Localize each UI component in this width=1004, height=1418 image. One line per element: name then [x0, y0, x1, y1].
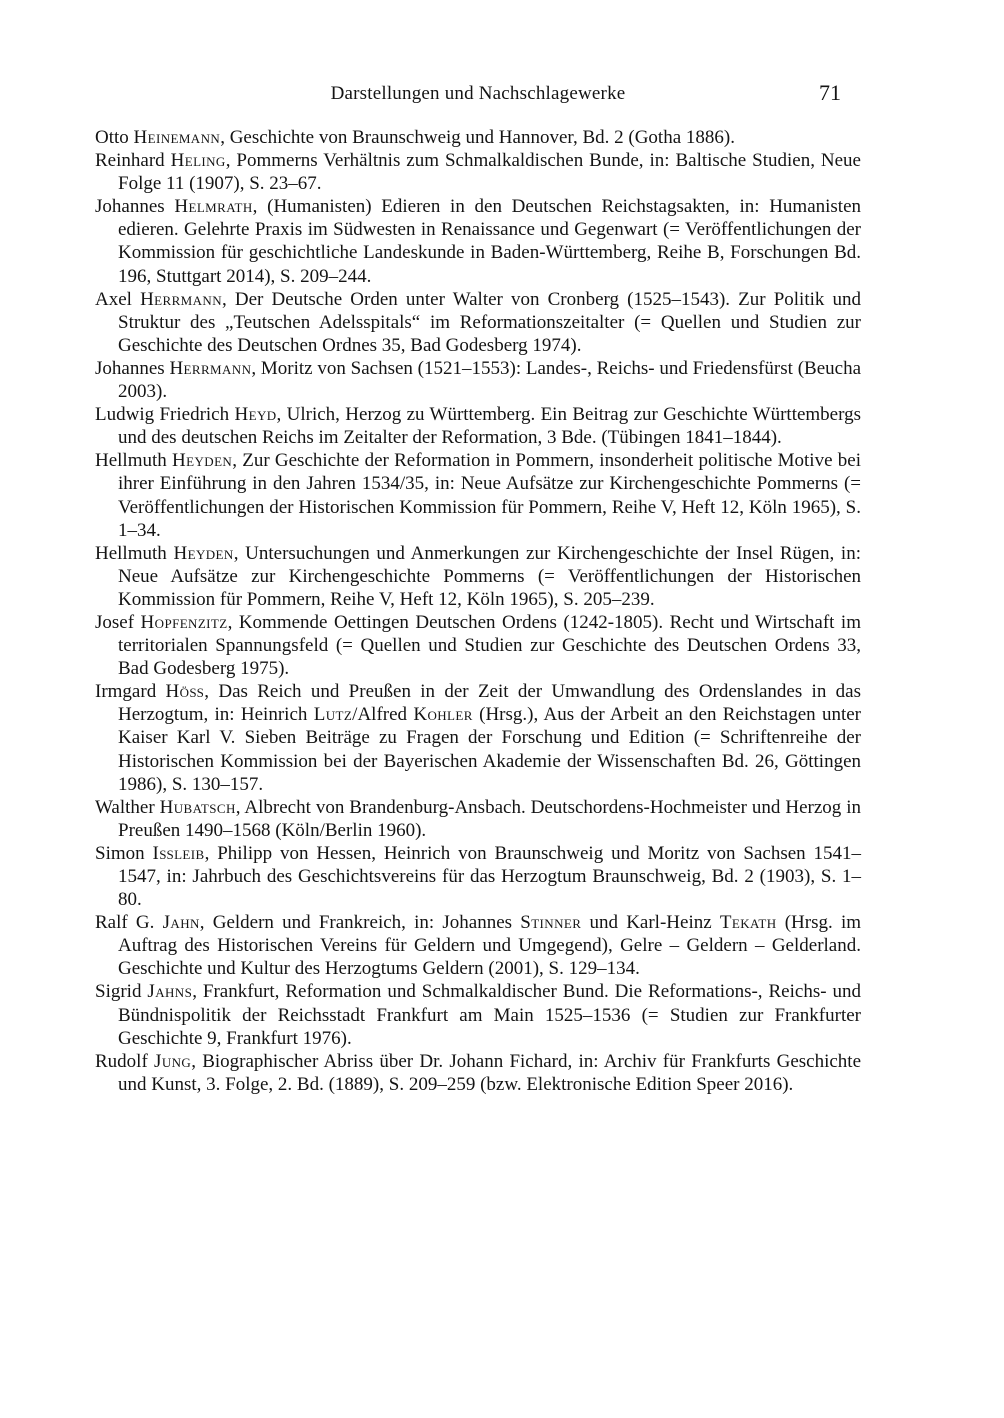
- author-name-smallcaps: Jung: [154, 1050, 192, 1072]
- entry-text: , Moritz von Sachsen (1521–1553): Landes-, Reichs- und Friedensfürst (Beucha 2003).: [118, 357, 862, 403]
- entry-text: Axel: [95, 288, 141, 310]
- author-name-smallcaps: Tekath: [719, 912, 777, 934]
- author-name-smallcaps: Hubatsch: [159, 796, 236, 818]
- author-name-smallcaps: Herrmann: [140, 288, 222, 310]
- author-name-smallcaps: Jahn: [162, 912, 200, 934]
- entry-text: , Das Reich und Preußen in der Zeit der Umwandlung des Ordenslandes in das Herzogtum, in: Heinrich: [118, 681, 861, 726]
- bibliography-entry: [95, 403, 861, 449]
- entry-text: Rudolf: [95, 1050, 155, 1072]
- entry-text: , (Humanisten) Edieren in den Deutschen Reichstagsakten, in: Humanisten edieren. Gelehrte Praxis im Südwesten in Renaissance und Gegenwart (= Veröffentlichungen der Kommission für geschichtliche Landeskunde in Baden-Württemberg, Reihe B, Forschungen Bd. 196, Stuttgart 2014), S. 209–244.: [118, 196, 862, 287]
- entry-text: (Hrsg. im Auftrag des Historischen Vereins für Geldern und Umgegend), Gelre – Geldern – Gelderland. Geschichte und Kultur des Herzogtums Geldern (2001), S. 129–134.: [118, 912, 861, 980]
- entry-text: Ludwig Friedrich: [95, 404, 235, 426]
- author-name-smallcaps: Heyden: [173, 542, 234, 564]
- entry-text: (Hrsg.), Aus der Arbeit an den Reichstagen unter Kaiser Karl V. Sieben Beiträge zu Fragen der Forschung und Edition (= Schriftenreihe der Historischen Kommission bei der Bayerischen Akademie der Wissenschaften Bd. 26, Göttingen 1986), S. 130–157.: [118, 704, 861, 795]
- bibliography-entry: [95, 980, 861, 1049]
- entry-text: /Alfred: [352, 704, 414, 726]
- entry-text: Sigrid: [95, 981, 148, 1003]
- entry-text: Hellmuth: [95, 450, 173, 472]
- bibliography-entry: [95, 357, 861, 403]
- bibliography-entry: [95, 796, 861, 842]
- entry-text: , Der Deutsche Orden unter Walter von Cronberg (1525–1543). Zur Politik und Struktur des „Teutschen Adelsspitals“ im Reformationszeitalter (= Quellen und Studien zur Geschichte des Deutschen Ordnes 35, Bad Godesberg 1974).: [118, 288, 862, 356]
- bibliography-entry: [95, 680, 861, 795]
- entry-text: Simon: [95, 842, 153, 864]
- entry-text: , Albrecht von Brandenburg-Ansbach. Deutschordens-Hochmeister und Herzog in Preußen 1490–1568 (Köln/Berlin 1960).: [118, 796, 861, 841]
- entry-text: , Kommende Oettingen Deutschen Ordens (1242-1805). Recht und Wirtschaft im territorialen Spannungsfeld (= Quellen und Studien zur Geschichte des Deutschen Ordens 33, Bad Godesberg 1975).: [118, 611, 861, 680]
- entry-text: und Karl-Heinz: [581, 912, 720, 934]
- entry-text: Irmgard: [95, 681, 166, 703]
- author-name-smallcaps: Heyden: [172, 450, 233, 472]
- bibliography-entry: [95, 1050, 861, 1096]
- running-header: [95, 80, 861, 109]
- entry-text: , Geschichte von Braunschweig und Hannover, Bd. 2 (Gotha 1886).: [220, 127, 735, 148]
- bibliography-entry: [95, 195, 861, 287]
- bibliography-entry: [95, 842, 861, 911]
- author-name-smallcaps: Höß: [165, 681, 205, 703]
- entry-text: , Pommerns Verhältnis zum Schmalkaldischen Bunde, in: Baltische Studien, Neue Folge 11 (1907), S. 23–67.: [118, 150, 861, 195]
- entry-text: Hellmuth: [95, 542, 174, 564]
- author-name-smallcaps: Heling: [170, 150, 226, 172]
- entry-text: , Philipp von Hessen, Heinrich von Braunschweig und Moritz von Sachsen 1541–1547, in: Jahrbuch des Geschichtsvereins für das Herzogtum Braunschweig, Bd. 2 (1903), S. 1–80.: [118, 842, 862, 911]
- bibliography-list: [95, 126, 861, 1096]
- entry-text: Ralf G.: [95, 912, 163, 934]
- entry-text: Otto: [95, 127, 134, 148]
- author-name-smallcaps: Helmrath: [174, 196, 253, 218]
- entry-text: Reinhard: [95, 150, 171, 172]
- bibliography-entry: [95, 126, 861, 149]
- bibliography-entry: [95, 611, 861, 680]
- author-name-smallcaps: Hopfenzitz: [140, 611, 228, 633]
- author-name-smallcaps: Heyd: [234, 404, 277, 426]
- page-number: 71: [819, 80, 841, 105]
- bibliography-entry: [95, 449, 861, 541]
- author-name-smallcaps: Ißleib: [152, 842, 205, 864]
- bibliography-entry: [95, 911, 861, 980]
- book-page: [95, 0, 861, 1418]
- bibliography-entry: [95, 542, 861, 611]
- entry-text: Josef: [95, 611, 141, 633]
- entry-text: , Zur Geschichte der Reformation in Pommern, insonderheit politische Motive bei ihrer Einführung in den Jahren 1534/35, in: Neue Aufsätze zur Kirchengeschichte Pommerns (= Veröffentlichungen der Historischen Kommission für Pommern, Reihe V, Heft 12, Köln 1965), S. 1–34.: [118, 450, 861, 541]
- entry-text: , Untersuchungen und Anmerkungen zur Kirchengeschichte der Insel Rügen, in: Neue Aufsätze zur Kirchengeschichte Pommerns (= Veröffentlichungen der Historischen Kommission für Pommern, Reihe V, Heft 12, Köln 1965), S. 205–239.: [118, 542, 861, 610]
- author-name-smallcaps: Heinemann: [133, 127, 221, 148]
- entry-text: , Biographischer Abriss über Dr. Johann Fichard, in: Archiv für Frankfurts Geschichte und Kunst, 3. Folge, 2. Bd. (1889), S. 209–259 (bzw. Elektronische Edition Speer 2016).: [118, 1050, 862, 1095]
- author-name-smallcaps: Kohler: [413, 704, 473, 726]
- author-name-smallcaps: Stinner: [520, 912, 582, 934]
- entry-text: Walther: [95, 796, 160, 818]
- bibliography-entry: [95, 149, 861, 195]
- entry-text: Johannes: [95, 357, 170, 379]
- running-header-title: Darstellungen und Nachschlagewerke: [330, 83, 626, 104]
- entry-text: Johannes: [95, 196, 175, 218]
- entry-text: , Ulrich, Herzog zu Württemberg. Ein Beitrag zur Geschichte Württembergs und des deutschen Reichs im Zeitalter der Reformation, 3 Bde. (Tübingen 1841–1844).: [118, 404, 861, 449]
- entry-text: , Geldern und Frankreich, in: Johannes: [199, 912, 521, 934]
- entry-text: , Frankfurt, Reformation und Schmalkaldischer Bund. Die Reformations-, Reichs- und Bündnispolitik der Reichsstadt Frankfurt am Main 1525–1536 (= Studien zur Frankfurter Geschichte 9, Frankfurt 1976).: [118, 981, 861, 1049]
- author-name-smallcaps: Lutz: [313, 704, 353, 726]
- bibliography-entry: [95, 288, 861, 357]
- author-name-smallcaps: Jahns: [147, 981, 193, 1003]
- author-name-smallcaps: Herrmann: [169, 357, 252, 379]
